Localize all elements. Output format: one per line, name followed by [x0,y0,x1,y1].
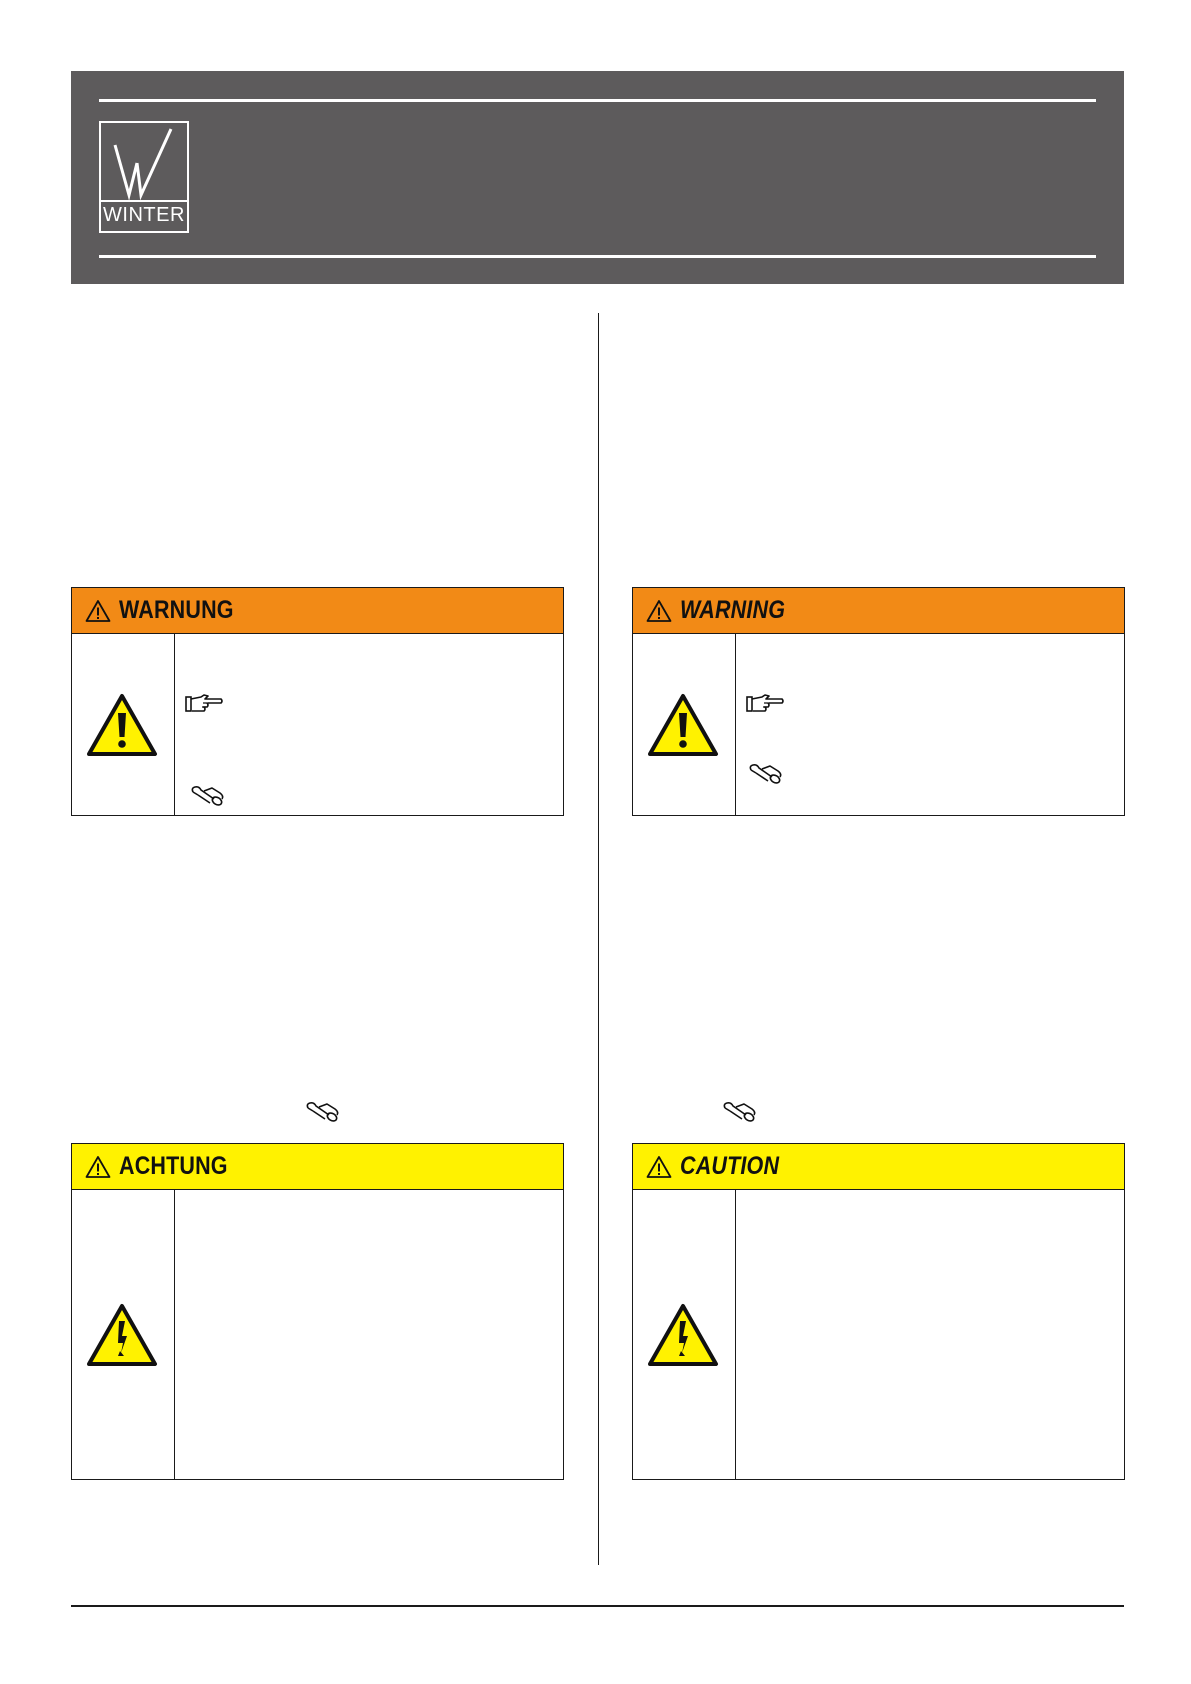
header-top-rule [99,99,1096,102]
caution-box-header [72,1144,563,1190]
warning-box-header [633,588,1124,634]
tool-icon [722,1101,758,1123]
caution-box-header [633,1144,1124,1190]
tool-icon [748,763,784,785]
winter-logo [99,121,189,233]
warning-triangle-icon [646,1155,672,1179]
warning-triangle-icon [85,599,111,623]
warning-triangle-icon [85,1155,111,1179]
warning-sign-icon [86,693,158,757]
warning-box-de [71,587,564,816]
warning-title: WARNUNG [119,596,234,624]
header-banner [71,71,1124,284]
caution-box-side [72,1190,175,1480]
warning-box-body [72,634,563,816]
caution-title: ACHTUNG [119,1152,228,1180]
caution-box-side [633,1190,736,1480]
column-divider [598,313,599,1565]
pointing-hand-icon [746,693,784,715]
logo-text: WINTER [101,200,187,231]
winter-w-mark-icon [101,123,187,203]
warning-box-side [633,634,736,816]
warning-sign-icon [647,693,719,757]
electrical-hazard-icon [86,1303,158,1367]
warning-box-side [72,634,175,816]
warning-box-header [72,588,563,634]
tool-icon [305,1101,341,1123]
warning-title: WARNING [680,596,786,624]
caution-box-en [632,1143,1125,1480]
warning-triangle-icon [646,599,672,623]
warning-box-en [632,587,1125,816]
electrical-hazard-icon [647,1303,719,1367]
caution-box-body [72,1190,563,1480]
caution-title: CAUTION [680,1152,780,1180]
pointing-hand-icon [185,693,223,715]
caution-box-body [633,1190,1124,1480]
footer-rule [71,1605,1124,1607]
caution-box-de [71,1143,564,1480]
header-bottom-rule [99,255,1096,258]
tool-icon [190,785,226,807]
warning-box-body [633,634,1124,816]
